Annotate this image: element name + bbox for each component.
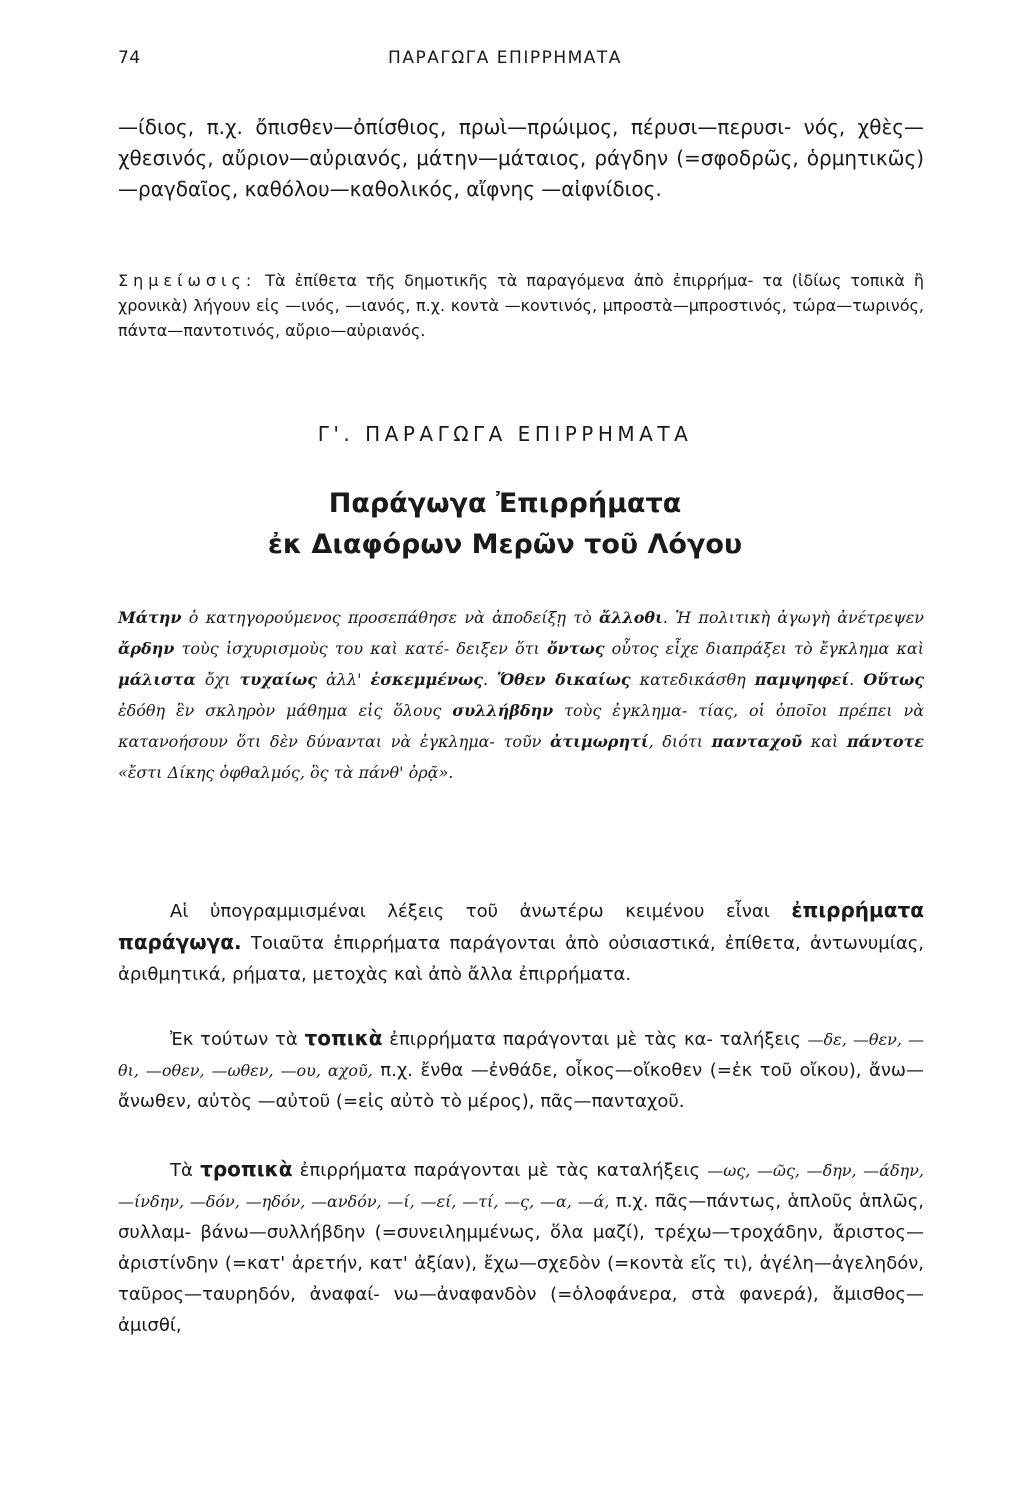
note-label: Σημείωσις:: [118, 271, 257, 290]
example-text: τοὺς ἐγκλημα- τίας, οἱ ὁποῖοι πρέπει νὰ κατανοήσουν ὅτι δὲν δύνανται νὰ ἐγκλημα- τοῦν: [118, 701, 925, 751]
adverb-term: Μάτην: [118, 608, 182, 627]
body-text: Αἱ ὑπογραμμισμέναι λέξεις τοῦ ἀνωτέρω κειμένου εἶναι: [170, 901, 792, 922]
running-head: [118, 48, 892, 76]
example-text: οὗτος εἶχε διαπράξει τὸ ἔγκλημα καὶ: [604, 639, 925, 658]
body-text: ἐπιρρήματα παράγονται μὲ τὰς καταλήξεις: [292, 1160, 708, 1181]
example-text: ἀλλ': [316, 670, 371, 689]
key-term: τροπικὰ: [200, 1157, 293, 1181]
example-text: ὄχι: [195, 670, 240, 689]
adverb-term: Οὕτως: [863, 670, 925, 689]
body-paragraph-2: [118, 1023, 924, 1117]
key-term: ἐπιρρήματα παράγωγα.: [118, 898, 924, 954]
example-text: κατεδικάσθη: [630, 670, 755, 689]
page-number: 74: [118, 48, 141, 68]
adverb-term: Ὅθεν δικαίως: [497, 670, 631, 689]
adverb-term: μάλιστα: [118, 670, 196, 689]
body-paragraph-1: [118, 895, 924, 990]
example-text: . Ἡ πολιτικὴ ἀγωγὴ ἀνέτρεψεν: [662, 608, 925, 627]
adverb-term: πάντοτε: [846, 732, 924, 751]
section-heading: Γ'. ΠΑΡΑΓΩΓΑ ΕΠΙΡΡΗΜΑΤΑ: [317, 422, 693, 446]
body-text: Ἐκ τούτων τὰ: [170, 1029, 305, 1050]
adverb-term: τυχαίως: [239, 670, 317, 689]
adverb-term: ἀτιμωρητί: [550, 732, 649, 751]
example-text: ὁ κατηγορούμενος προσεπάθησε νὰ ἀποδείξῃ τὸ: [181, 608, 599, 627]
example-text: καὶ: [802, 732, 847, 751]
example-text: τοὺς ἰσχυρισμοὺς του καὶ κατέ- δειξεν ὅτι: [174, 639, 547, 658]
example-passage: [118, 602, 924, 788]
adverb-term: ἐσκεμμένως: [370, 670, 483, 689]
suffix-list: —δε, —θεν, —θι, —οθεν, —ωθεν, —ου, αχοῦ,: [118, 1030, 924, 1080]
adverb-term: πανταχοῦ: [711, 732, 803, 751]
adverb-term: παμψηφεί: [754, 670, 850, 689]
example-text: .: [849, 670, 864, 689]
section-title-line-2: ἐκ Διαφόρων Μερῶν τοῦ Λόγου: [267, 529, 743, 560]
adverb-term: ἄρδην: [118, 639, 175, 658]
body-text: π.χ. πᾶς—πάντως, ἁπλοῦς ἁπλῶς, συλλαμ- βάνω—συλλήβδην (=συνειλημμένως, ὅλα μαζί), τρέχω—τροχάδην, ἄριστος—ἀριστίνδην (=κατ' ἀρετήν, κατ' ἀξίαν), ἔχω—σχεδὸν (=κοντὰ εἴς τι), ἀγέλη—ἀγεληδόν, ταῦρος—ταυρηδόν, ἀναφαί- νω—ἀναφανδὸν (=ὁλοφάνερα, στὰ φανερά), ἄμισθος—ἀμισθί,: [118, 1191, 924, 1336]
suffix-list: —ως, —ῶς, —δην, —άδην, —ίνδην, —δόν, —ηδόν, —ανδόν, —ί, —εί, —τί, —ς, —α, —ά,: [118, 1161, 925, 1211]
running-title: ΠΑΡΑΓΩΓΑ ΕΠΙΡΡΗΜΑΤΑ: [388, 48, 622, 68]
note-paragraph: [118, 268, 924, 343]
intro-paragraph: —ίδιος, π.χ. ὄπισθεν—ὀπίσθιος, πρωὶ—πρώιμος, πέρυσι—περυσι- νός, χθὲς—χθεσινός, αὔριον—αὐριανός, μάτην—μάταιος, ράγδην (=σφοδρῶς, ὁρμητικῶς)—ραγδαῖος, καθόλου—καθολικός, αἴφνης —αἰφνίδιος.: [118, 115, 924, 201]
example-text: .: [482, 670, 498, 689]
example-text: ἐδόθη ἓν σκληρὸν μάθημα εἰς ὅλους: [118, 701, 453, 720]
note-text: Τὰ ἐπίθετα τῆς δημοτικῆς τὰ παραγόμενα ἀπὸ ἐπιρρήμα- τα (ἰδίως τοπικὰ ἢ χρονικὰ) λήγουν εἰς —ινός, —ιανός, π.χ. κοντὰ —κοντινός, μπροστὰ—μπροστινός, τώρα—τωρινός, πάντα—παντοτινός, αὔριο—αὐριανός.: [118, 271, 924, 340]
section-title-line-1: Παράγωγα Ἐπιρρήματα: [328, 488, 682, 519]
body-text: ἐπιρρήματα παράγονται μὲ τὰς κα- ταλήξεις: [382, 1029, 808, 1050]
example-text: «ἔστι Δίκης ὀφθαλμός, ὃς τὰ πάνθ' ὁρᾷ».: [118, 763, 454, 782]
body-text: π.χ. ἔνθα —ἐνθάδε, οἶκος—οἴκοθεν (=ἐκ τοῦ οἴκου), ἄνω—ἄνωθεν, αὐτὸς —αὐτοῦ (=εἰς αὐτὸ τὸ μέρος), πᾶς—πανταχοῦ.: [118, 1060, 924, 1112]
adverb-term: ἄλλοθι: [599, 608, 663, 627]
adverb-term: ὄντως: [546, 639, 605, 658]
body-text: Τοιαῦτα ἐπιρρήματα παράγονται ἀπὸ οὐσιαστικά, ἐπίθετα, ἀντωνυμίας, ἀριθμητικά, ρήματα, μετοχὰς καὶ ἀπὸ ἄλλα ἐπιρρήματα.: [118, 933, 924, 985]
body-paragraph-3: [118, 1154, 924, 1341]
key-term: τοπικὰ: [304, 1026, 383, 1050]
body-text: Τὰ: [170, 1160, 201, 1181]
example-text: , διότι: [648, 732, 712, 751]
adverb-term: συλλήβδην: [452, 701, 554, 720]
section-title: [0, 483, 1010, 565]
